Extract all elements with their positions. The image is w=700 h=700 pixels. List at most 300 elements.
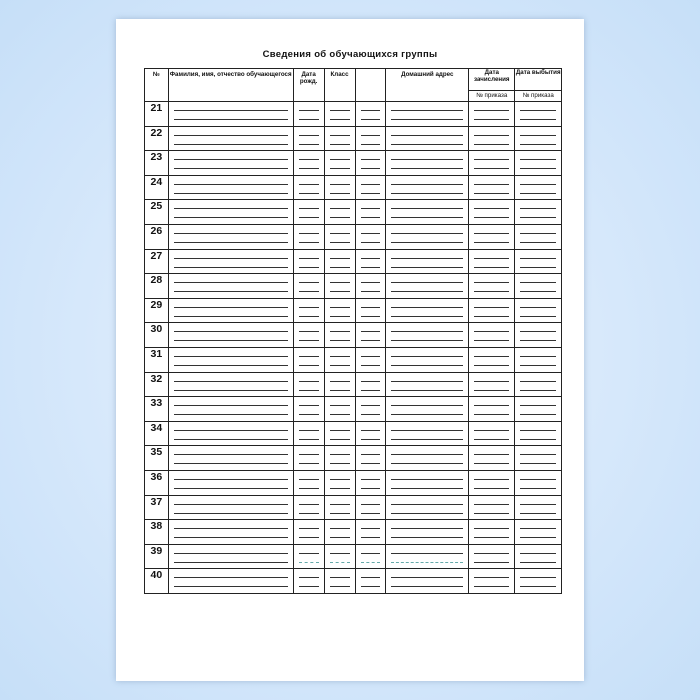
- blank-cell: [355, 298, 386, 323]
- birth-date-cell: [293, 274, 324, 299]
- writing-line: [474, 528, 509, 529]
- writing-line: [174, 586, 288, 587]
- writing-line: [174, 242, 288, 243]
- home-address-cell: [386, 495, 469, 520]
- writing-line: [391, 316, 463, 317]
- writing-line: [520, 316, 556, 317]
- writing-line: [330, 159, 350, 160]
- blank-cell: [355, 200, 386, 225]
- class-cell: [324, 470, 355, 495]
- writing-line: [174, 430, 288, 431]
- home-address-cell: [386, 224, 469, 249]
- table-row: [145, 298, 562, 323]
- writing-line: [474, 463, 509, 464]
- writing-line: [474, 577, 509, 578]
- writing-line: [474, 479, 509, 480]
- writing-line: [330, 586, 350, 587]
- table-row: [145, 274, 562, 299]
- writing-line: [174, 553, 288, 554]
- writing-line: [174, 267, 288, 268]
- writing-line: [174, 159, 288, 160]
- writing-line: [174, 258, 288, 259]
- birth-date-cell: [293, 495, 324, 520]
- writing-line: [361, 356, 381, 357]
- writing-line: [361, 193, 381, 194]
- writing-line: [361, 365, 381, 366]
- header-full-name: Фамилия, имя, отчество обучающегося: [168, 69, 293, 102]
- writing-line: [474, 110, 509, 111]
- home-address-cell: [386, 347, 469, 372]
- writing-line: [520, 562, 556, 563]
- blank-cell: [355, 397, 386, 422]
- writing-line: [474, 488, 509, 489]
- writing-line: [474, 365, 509, 366]
- leaving-cell: [515, 102, 562, 127]
- writing-line: [474, 168, 509, 169]
- table-row: [145, 200, 562, 225]
- birth-date-cell: [293, 323, 324, 348]
- writing-line: [391, 430, 463, 431]
- leaving-cell: [515, 249, 562, 274]
- row-number: 27: [145, 249, 169, 274]
- home-address-cell: [386, 421, 469, 446]
- writing-line: [361, 316, 381, 317]
- writing-line: [330, 258, 350, 259]
- writing-line: [391, 463, 463, 464]
- writing-line: [520, 553, 556, 554]
- writing-line: [474, 414, 509, 415]
- writing-line: [391, 356, 463, 357]
- leaving-cell: [515, 569, 562, 594]
- writing-line: [361, 144, 381, 145]
- writing-line: [299, 233, 319, 234]
- row-number: 32: [145, 372, 169, 397]
- header-enrollment-order: № приказа: [469, 90, 514, 101]
- enrollment-cell: [469, 102, 515, 127]
- class-cell: [324, 175, 355, 200]
- header-leaving-order: № приказа: [515, 90, 561, 101]
- writing-line: [391, 233, 463, 234]
- writing-line: [474, 513, 509, 514]
- writing-line: [361, 488, 381, 489]
- writing-line: [299, 586, 319, 587]
- header-home-address: Домашний адрес: [386, 69, 469, 102]
- writing-line: [330, 242, 350, 243]
- blank-cell: [355, 175, 386, 200]
- writing-line: [299, 454, 319, 455]
- table-row: [145, 569, 562, 594]
- enrollment-cell: [469, 249, 515, 274]
- writing-line: [391, 184, 463, 185]
- writing-line: [299, 184, 319, 185]
- writing-line: [520, 528, 556, 529]
- leaving-cell: [515, 495, 562, 520]
- blank-cell: [355, 249, 386, 274]
- writing-line: [520, 365, 556, 366]
- birth-date-cell: [293, 298, 324, 323]
- table-row: [145, 372, 562, 397]
- leaving-cell: [515, 298, 562, 323]
- row-number: 34: [145, 421, 169, 446]
- writing-line: [330, 439, 350, 440]
- writing-line: [361, 537, 381, 538]
- full-name-cell: [168, 224, 293, 249]
- writing-line: [361, 390, 381, 391]
- writing-line: [391, 267, 463, 268]
- writing-line: [391, 340, 463, 341]
- writing-line: [174, 528, 288, 529]
- writing-line: [391, 390, 463, 391]
- writing-line: [330, 119, 350, 120]
- class-cell: [324, 397, 355, 422]
- writing-line: [299, 553, 319, 554]
- full-name-cell: [168, 298, 293, 323]
- table-row: [145, 397, 562, 422]
- leaving-cell: [515, 274, 562, 299]
- table-row: [145, 520, 562, 545]
- writing-line: [299, 258, 319, 259]
- writing-line: [391, 258, 463, 259]
- blank-cell: [355, 446, 386, 471]
- row-number: 22: [145, 126, 169, 151]
- writing-line: [299, 282, 319, 283]
- class-cell: [324, 200, 355, 225]
- writing-line: [299, 144, 319, 145]
- birth-date-cell: [293, 347, 324, 372]
- writing-line: [299, 168, 319, 169]
- writing-line: [330, 135, 350, 136]
- enrollment-cell: [469, 372, 515, 397]
- writing-line: [520, 504, 556, 505]
- writing-line: [520, 537, 556, 538]
- writing-line: [174, 168, 288, 169]
- writing-line: [299, 577, 319, 578]
- leaving-cell: [515, 151, 562, 176]
- writing-line: [520, 414, 556, 415]
- writing-line: [299, 513, 319, 514]
- writing-line: [361, 168, 381, 169]
- leaving-cell: [515, 520, 562, 545]
- writing-line: [474, 537, 509, 538]
- writing-line: [391, 119, 463, 120]
- writing-line: [330, 331, 350, 332]
- writing-line: [299, 504, 319, 505]
- home-address-cell: [386, 151, 469, 176]
- writing-line: [174, 381, 288, 382]
- writing-line: [299, 381, 319, 382]
- leaving-cell: [515, 544, 562, 569]
- writing-line: [361, 405, 381, 406]
- table-row: [145, 323, 562, 348]
- writing-line: [520, 331, 556, 332]
- writing-line: [361, 242, 381, 243]
- table-row: [145, 224, 562, 249]
- writing-line: [330, 479, 350, 480]
- writing-line: [391, 513, 463, 514]
- writing-line: [330, 144, 350, 145]
- writing-line: [391, 488, 463, 489]
- writing-line: [474, 258, 509, 259]
- full-name-cell: [168, 470, 293, 495]
- row-number: 31: [145, 347, 169, 372]
- writing-line: [174, 184, 288, 185]
- writing-line: [391, 307, 463, 308]
- writing-line: [474, 119, 509, 120]
- full-name-cell: [168, 347, 293, 372]
- writing-line: [520, 184, 556, 185]
- writing-line: [361, 562, 381, 563]
- leaving-cell: [515, 224, 562, 249]
- writing-line: [474, 184, 509, 185]
- writing-line: [391, 208, 463, 209]
- writing-line: [299, 430, 319, 431]
- table-row: [145, 102, 562, 127]
- birth-date-cell: [293, 520, 324, 545]
- home-address-cell: [386, 298, 469, 323]
- class-cell: [324, 544, 355, 569]
- full-name-cell: [168, 446, 293, 471]
- class-cell: [324, 446, 355, 471]
- header-leaving: [515, 69, 562, 102]
- home-address-cell: [386, 397, 469, 422]
- full-name-cell: [168, 397, 293, 422]
- writing-line: [520, 233, 556, 234]
- row-number: 23: [145, 151, 169, 176]
- writing-line: [391, 504, 463, 505]
- document-page: [116, 19, 584, 681]
- row-number: 24: [145, 175, 169, 200]
- writing-line: [174, 233, 288, 234]
- writing-line: [330, 365, 350, 366]
- writing-line: [361, 577, 381, 578]
- writing-line: [361, 307, 381, 308]
- writing-line: [174, 135, 288, 136]
- writing-line: [361, 430, 381, 431]
- writing-line: [174, 307, 288, 308]
- writing-line: [299, 135, 319, 136]
- writing-line: [361, 258, 381, 259]
- table-row: [145, 446, 562, 471]
- home-address-cell: [386, 470, 469, 495]
- writing-line: [361, 439, 381, 440]
- blank-cell: [355, 495, 386, 520]
- header-leaving-date: Дата выбытия: [515, 69, 561, 76]
- writing-line: [174, 439, 288, 440]
- writing-line: [520, 463, 556, 464]
- writing-line: [391, 553, 463, 554]
- writing-line: [330, 233, 350, 234]
- blank-cell: [355, 224, 386, 249]
- writing-line: [391, 159, 463, 160]
- writing-line: [474, 504, 509, 505]
- full-name-cell: [168, 249, 293, 274]
- leaving-cell: [515, 347, 562, 372]
- writing-line: [361, 282, 381, 283]
- enrollment-cell: [469, 175, 515, 200]
- writing-line: [520, 439, 556, 440]
- page-title: Сведения об обучающихся группы: [262, 49, 438, 60]
- table-body: [145, 102, 562, 594]
- class-cell: [324, 249, 355, 274]
- writing-line: [299, 217, 319, 218]
- writing-line: [299, 291, 319, 292]
- writing-line: [361, 233, 381, 234]
- blank-cell: [355, 151, 386, 176]
- writing-line: [520, 159, 556, 160]
- blank-cell: [355, 520, 386, 545]
- writing-line: [174, 340, 288, 341]
- writing-line: [520, 267, 556, 268]
- writing-line: [391, 135, 463, 136]
- birth-date-cell: [293, 372, 324, 397]
- class-cell: [324, 102, 355, 127]
- blank-cell: [355, 372, 386, 397]
- row-number: 25: [145, 200, 169, 225]
- birth-date-cell: [293, 421, 324, 446]
- writing-line: [474, 439, 509, 440]
- enrollment-cell: [469, 200, 515, 225]
- writing-line: [330, 553, 350, 554]
- writing-line: [520, 258, 556, 259]
- writing-line: [474, 291, 509, 292]
- home-address-cell: [386, 175, 469, 200]
- blank-cell: [355, 323, 386, 348]
- writing-line: [520, 242, 556, 243]
- writing-line: [174, 331, 288, 332]
- table-row: [145, 495, 562, 520]
- writing-line: [330, 381, 350, 382]
- writing-line: [520, 513, 556, 514]
- blank-cell: [355, 347, 386, 372]
- writing-line: [474, 316, 509, 317]
- writing-line: [474, 356, 509, 357]
- writing-line: [361, 414, 381, 415]
- writing-line: [520, 430, 556, 431]
- table-row: [145, 421, 562, 446]
- writing-line: [520, 577, 556, 578]
- writing-line: [330, 282, 350, 283]
- writing-line: [474, 242, 509, 243]
- students-table: [144, 68, 562, 594]
- writing-line: [520, 119, 556, 120]
- header-blank: [355, 69, 386, 102]
- writing-line: [391, 110, 463, 111]
- writing-line: [520, 208, 556, 209]
- enrollment-cell: [469, 298, 515, 323]
- enrollment-cell: [469, 544, 515, 569]
- writing-line: [174, 488, 288, 489]
- writing-line: [361, 513, 381, 514]
- birth-date-cell: [293, 446, 324, 471]
- full-name-cell: [168, 175, 293, 200]
- enrollment-cell: [469, 274, 515, 299]
- writing-line: [361, 119, 381, 120]
- home-address-cell: [386, 544, 469, 569]
- writing-line: [474, 390, 509, 391]
- writing-line: [474, 217, 509, 218]
- writing-line: [330, 488, 350, 489]
- birth-date-cell: [293, 102, 324, 127]
- writing-line: [520, 144, 556, 145]
- writing-line: [361, 267, 381, 268]
- birth-date-cell: [293, 175, 324, 200]
- writing-line: [391, 193, 463, 194]
- writing-line: [474, 233, 509, 234]
- home-address-cell: [386, 200, 469, 225]
- home-address-cell: [386, 446, 469, 471]
- writing-line: [330, 405, 350, 406]
- leaving-cell: [515, 200, 562, 225]
- writing-line: [520, 193, 556, 194]
- row-number: 33: [145, 397, 169, 422]
- birth-date-cell: [293, 224, 324, 249]
- writing-line: [299, 193, 319, 194]
- writing-line: [391, 537, 463, 538]
- writing-line: [174, 316, 288, 317]
- row-number: 37: [145, 495, 169, 520]
- writing-line: [174, 479, 288, 480]
- leaving-cell: [515, 421, 562, 446]
- writing-line: [474, 454, 509, 455]
- writing-line: [330, 291, 350, 292]
- writing-line: [299, 340, 319, 341]
- blank-cell: [355, 102, 386, 127]
- writing-line: [299, 267, 319, 268]
- table-row: [145, 175, 562, 200]
- full-name-cell: [168, 569, 293, 594]
- writing-line: [391, 144, 463, 145]
- full-name-cell: [168, 495, 293, 520]
- writing-line: [174, 513, 288, 514]
- enrollment-cell: [469, 421, 515, 446]
- class-cell: [324, 569, 355, 594]
- full-name-cell: [168, 200, 293, 225]
- writing-line: [474, 586, 509, 587]
- writing-line: [361, 553, 381, 554]
- writing-line: [299, 405, 319, 406]
- writing-line: [391, 365, 463, 366]
- writing-line: [391, 405, 463, 406]
- writing-line: [391, 528, 463, 529]
- writing-line: [299, 537, 319, 538]
- writing-line: [361, 504, 381, 505]
- writing-line: [299, 356, 319, 357]
- writing-line: [299, 307, 319, 308]
- writing-line: [361, 463, 381, 464]
- writing-line: [520, 168, 556, 169]
- blank-cell: [355, 274, 386, 299]
- leaving-cell: [515, 470, 562, 495]
- writing-line: [391, 479, 463, 480]
- enrollment-cell: [469, 347, 515, 372]
- writing-line: [391, 381, 463, 382]
- writing-line: [361, 135, 381, 136]
- writing-line: [520, 135, 556, 136]
- table-row: [145, 249, 562, 274]
- row-number: 38: [145, 520, 169, 545]
- row-number: 36: [145, 470, 169, 495]
- writing-line: [174, 390, 288, 391]
- writing-line: [391, 562, 463, 563]
- enrollment-cell: [469, 151, 515, 176]
- table-row: [145, 470, 562, 495]
- row-number: 28: [145, 274, 169, 299]
- full-name-cell: [168, 102, 293, 127]
- full-name-cell: [168, 126, 293, 151]
- writing-line: [361, 586, 381, 587]
- writing-line: [474, 553, 509, 554]
- writing-line: [474, 307, 509, 308]
